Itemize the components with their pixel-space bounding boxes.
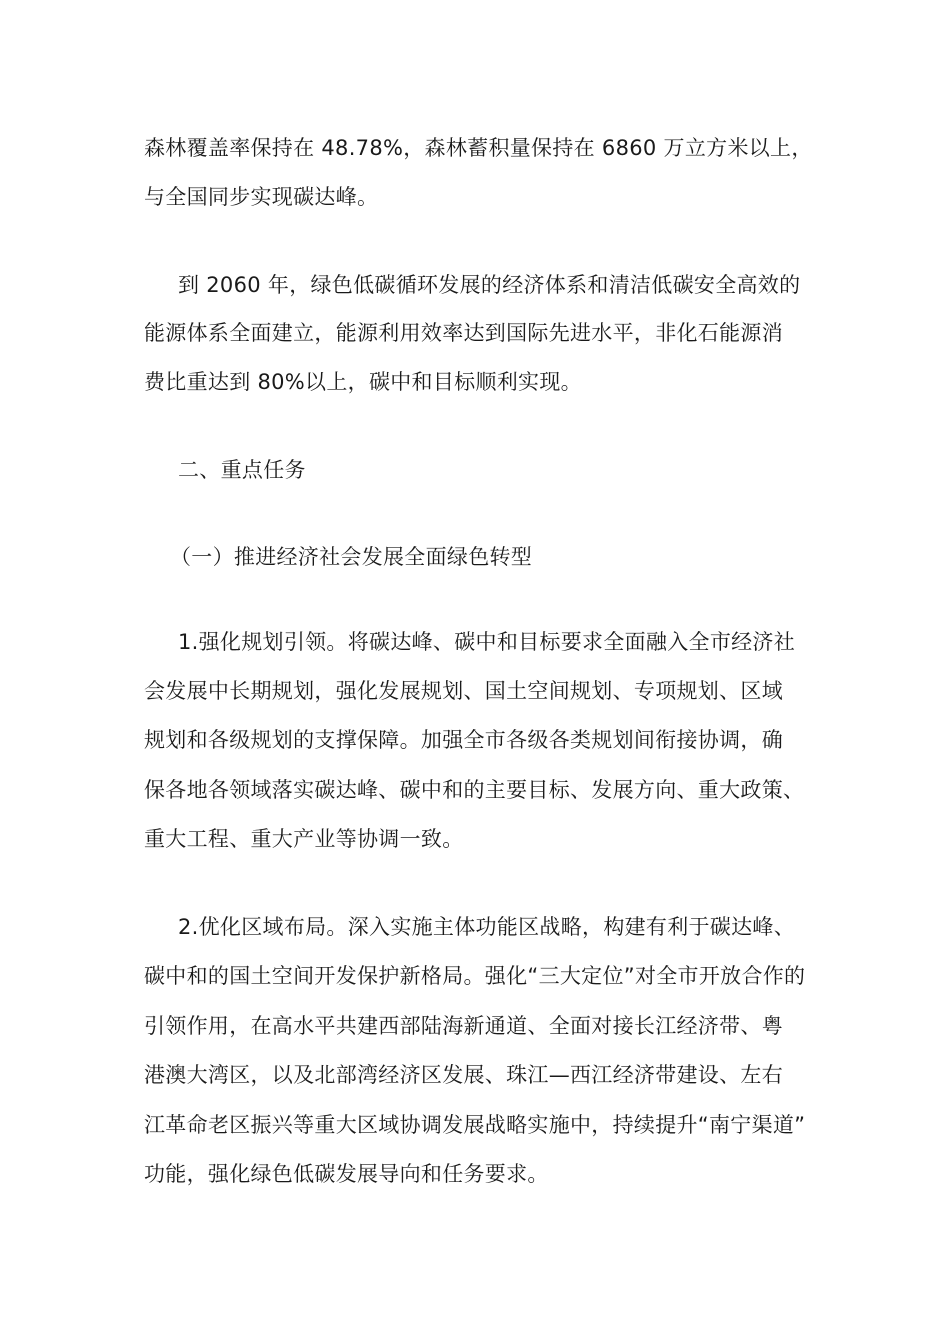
paragraph-4-line-1: 2.优化区域布局。深入实施主体功能区战略，构建有利于碳达峰、 [178, 915, 796, 939]
section-heading: 二、重点任务 [178, 458, 306, 482]
paragraph-4-line-4: 港澳大湾区，以及北部湾经济区发展、珠江—西江经济带建设、左右 [144, 1063, 783, 1087]
paragraph-4-line-6: 功能，强化绿色低碳发展导向和任务要求。 [144, 1162, 549, 1186]
paragraph-3-line-2: 会发展中长期规划，强化发展规划、国土空间规划、专项规划、区域 [144, 679, 783, 703]
subsection-heading: （一）推进经济社会发展全面绿色转型 [170, 545, 533, 569]
paragraph-1-line-1: 森林覆盖率保持在 48.78%，森林蓄积量保持在 6860 万立方米以上， [144, 136, 813, 160]
paragraph-4-line-3: 引领作用，在高水平共建西部陆海新通道、全面对接长江经济带、粤 [144, 1014, 783, 1038]
paragraph-2-line-3: 费比重达到 80%以上，碳中和目标顺利实现。 [144, 370, 582, 394]
paragraph-1-line-2: 与全国同步实现碳达峰。 [144, 185, 379, 209]
paragraph-3-line-1: 1.强化规划引领。将碳达峰、碳中和目标要求全面融入全市经济社 [178, 630, 796, 654]
paragraph-4-line-2: 碳中和的国土空间开发保护新格局。强化“三大定位”对全市开放合作的 [144, 964, 806, 988]
paragraph-3-line-4: 保各地各领域落实碳达峰、碳中和的主要目标、发展方向、重大政策、 [144, 778, 805, 802]
paragraph-3-line-5: 重大工程、重大产业等协调一致。 [144, 827, 464, 851]
paragraph-2-line-1: 到 2060 年，绿色低碳循环发展的经济体系和清洁低碳安全高效的 [178, 273, 801, 297]
paragraph-4-line-5: 江革命老区振兴等重大区域协调发展战略实施中，持续提升“南宁渠道” [144, 1113, 806, 1137]
paragraph-2-line-2: 能源体系全面建立，能源利用效率达到国际先进水平，非化石能源消 [144, 321, 783, 345]
paragraph-3-line-3: 规划和各级规划的支撑保障。加强全市各级各类规划间衔接协调，确 [144, 728, 783, 752]
